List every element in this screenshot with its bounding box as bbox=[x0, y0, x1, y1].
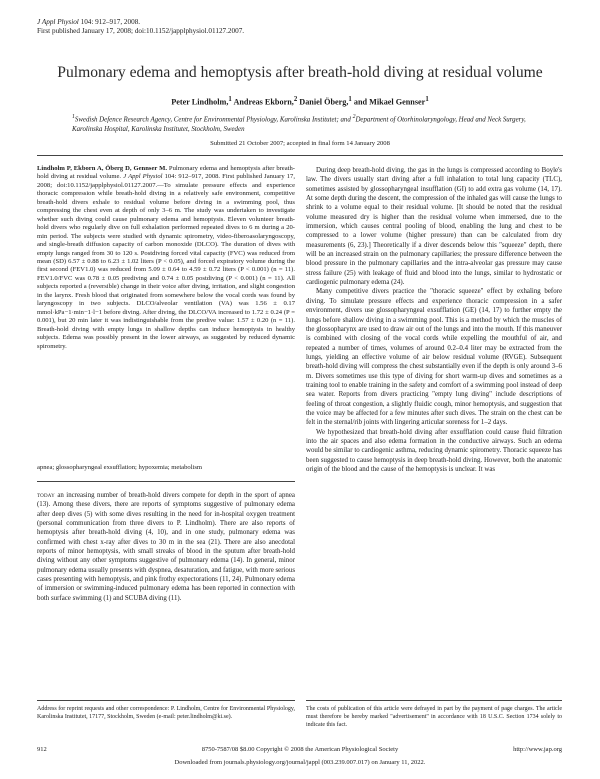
abstract bbox=[37, 165, 295, 351]
introduction-right bbox=[306, 166, 562, 474]
author-name: Peter Lindholm, bbox=[171, 97, 229, 107]
footnote-divider-left bbox=[37, 700, 295, 701]
header-divider bbox=[37, 155, 563, 156]
abstract-authors: Lindholm P, Ekborn A, Öberg D, Gennser M. bbox=[37, 165, 167, 172]
keywords-divider bbox=[37, 481, 295, 482]
intro-lead: today bbox=[37, 492, 55, 499]
article-title: Pulmonary edema and hemoptysis after breath-hold diving at residual volume bbox=[57, 64, 543, 81]
affiliation-2: Department of Otorhinolaryngology, Head and Neck Surgery, Karolinska Hospital, Karolinska Institutet, Stockholm, Sweden bbox=[72, 116, 526, 134]
author-name: Andreas Ekborn, bbox=[233, 97, 294, 107]
journal-citation bbox=[37, 18, 140, 27]
copyright: 8750-7587/08 $8.00 Copyright © 2008 the American Physiological Society bbox=[201, 746, 399, 753]
keywords: apnea; glossopharyngeal exsufflation; hypoxemia; metabolism bbox=[37, 464, 203, 471]
introduction-left bbox=[37, 491, 295, 603]
intro-text: an increasing number of breath-hold divers compete for depth in the sport of apnea (13). Among these divers, there are reports of symptoms suggestive of pulmonary edema after deep dives (5) with some dives resulting in the need for in-hospital oxygen treatment (personal communication from three divers to P. Lindholm). There are also reports of hemoptysis after breath-hold diving (4, 10), and in one study, pulmonary edema was confirmed with chest x-ray after dives to 30 m in the sea (21). There are also anecdotal reports of minor hemoptysis, with small streaks of blood in the sputum after breath-hold diving without any other symptoms suggestive of pulmonary edema (14). In general, minor pulmonary edema usually presents with dyspnea, desaturation, and fatigue, with more serious cases presenting with hemoptysis, and pink frothy expectorations (11, 24). Pulmonary edema of immersion or swimming-induced pulmonary edema has been reported in connection with both surface swimming (1) and SCUBA diving (11). bbox=[37, 492, 295, 602]
abstract-body: 104: 912–917, 2008. First published January 17, 2008; doi:10.1152/japplphysiol.01127.2007.—To simulate pressure effects and experience thoracic compression while breath-hold diving in a relatively safe environment, competitive breath-hold divers exhale to residual volume before diving in a swimming pool, thus compressing the chest even at depth of only 3–6 m. The study was undertaken to investigate whether such diving could cause pulmonary edema and hemoptysis. Eleven volunteer breath-hold divers who regularly dive on full exhalation performed repeated dives to 6 m during a 20-min period. The subjects were studied with dynamic spirometry, video-fiberoasolaryngoscopy, and single-breath diffusion capacity of carbon monoxide (DLCO). The duration of dives with empty lungs ranged from 30 to 120 s. Postdiving forced vital capacity (FVC) was reduced from mean (SD) 6.57 ± 0.88 to 6.23 ± 1.02 liters (P < 0.05), and forced expiratory volume during the first second (FEV1.0) was reduced from 5.09 ± 0.64 to 4.59 ± 0.72 liters (P < 0.001) (n = 11). FEV1.0/FVC was 0.78 ± 0.05 prediving and 0.74 ± 0.05 postdiving (P < 0.001) (n = 11). All subjects reported a (reversible) change in their voice after diving, irritation, and slight congestion in the larynx. Fresh blood that originated from somewhere below the vocal cords was found by laryngoscopy in two subjects. DLCO/alveolar ventilation (VA) was 1.56 ± 0.17 mmol·kPa−1·min−1·l−1 before diving. After diving, the DLCO/VA increased to 1.72 ± 0.24 (P = 0.001), but 20 min later it was indistinguishable from the predive value: 1.57 ± 0.20 (n = 11). Breath-hold diving with empty lungs in shallow depths can induce hemoptysis in healthy subjects. Edema was possibly present in the lower airways, as suggested by reduced dynamic spirometry. bbox=[37, 173, 295, 350]
author-list: Peter Lindholm,$^1$ Andreas Ekborn,$^2$ Daniel Öberg,$^1$ and Mikael Gennser$^1$ bbox=[171, 96, 429, 107]
correspondence-footnote: Address for reprint requests and other correspondence: P. Lindholm, Centre for Environmental Physiology, Karolinska Institutet, 17177, Stockholm, Sweden (e-mail: peter.lindholm@ki.se). bbox=[37, 706, 295, 721]
journal-name: J Appl Physiol bbox=[37, 18, 79, 26]
submission-dates: Submitted 21 October 2007; accepted in final form 14 January 2008 bbox=[210, 140, 390, 147]
download-notice: Downloaded from journals.physiology.org/journal/jappl (003.239.007.017) on January 11, 2022. bbox=[174, 759, 426, 766]
abstract-journal: J Appl Physiol bbox=[123, 173, 163, 181]
footnote-divider-right bbox=[306, 700, 562, 701]
author-name: Daniel Öberg, bbox=[299, 97, 349, 107]
journal-volume: 104: 912–917, 2008. bbox=[80, 18, 141, 26]
paragraph: Many competitive divers practice the "thoracic squeeze" effect by exhaling before diving. To simulate pressure effects and experience thoracic compression in a safer environment, divers use glossopharyngeal exsufflation (GE) (14, 17) to further empty the lungs before shallow diving in a swimming pool. This is a method by which the muscles of the glossopharynx are used to draw air out of the lungs and into the mouth. If this maneuver is combined with closing of the vocal cords while expelling the mouthful of air, and repeated a number of times, volumes of around 0.2–0.4 liter may be extracted from the lungs, yielding an effective volume of air below residual volume (RVGE). Subsequent breath-hold diving will compress the chest substantially even if the depth is only around 3–6 m. Divers sometimes use this type of diving for short warm-up dives and sometimes as a training tool to enable training in the safety and comfort of a swimming pool instead of deep sea water. Reports from divers practicing "empty lung diving" include descriptions of feeling of throat congestion, a slightly fluidic cough, minor hemoptysis, and suggestion that the voice may be affected for a few minutes after such dives. The strain on the chest can be felt in the sternal/rib joints with lingering articular soreness for 1–2 days. bbox=[306, 288, 562, 427]
published-line: First published January 17, 2008; doi:10.1152/japplphysiol.01127.2007. bbox=[37, 27, 245, 35]
paragraph: We hypothesized that breath-hold diving after exsufflation could cause fluid filtration into the air spaces and also edema formation in the conductive airways. Such an edema would be similar to cardiogenic asthma, reducing dynamic spirometry. Thoracic squeeze has been suggested to cause hemoptysis in deep breath-hold diving. However, both the anatomic origin of the blood and the cause of the hemoptysis is unclear. It was bbox=[306, 428, 562, 473]
affiliations: $^1$Swedish Defence Research Agency, Centre for Environmental Physiology, Karolinska Institutet; and $^2$Department of Otorhinolaryngology, Head and Neck Surgery, Karolinska Hospital, Karolinska Institutet, Stockholm, Sweden bbox=[72, 114, 526, 134]
page-charges-footnote: The costs of publication of this article were defrayed in part by the payment of page charges. The article must therefore be hereby marked "advertisement" in accordance with 18 U.S.C. Section 1734 solely to indicate this fact. bbox=[306, 706, 562, 729]
abstract-citation-title: Pulmonary edema and hemoptysis after breath-hold diving at residual volume. bbox=[37, 165, 295, 181]
affiliation-1: Swedish Defence Research Agency, Centre for Environmental Physiology, Karolinska Institutet; and bbox=[74, 116, 351, 124]
author-name: and Mikael Gennser bbox=[353, 97, 426, 107]
paragraph: During deep breath-hold diving, the gas in the lungs is compressed according to Boyle's law. The divers usually start diving after a full inhalation to total lung capacity (TLC), sometimes assisted by glossopharyngeal insufflation (GI) to add extra gas volume (14, 17). At some depth during the descent, the compression of the inhaled gas will cause the lungs to shrink to a volume equal to their residual volume. [It should be noted that the residual volume measured dry is higher than the residual volume when immersed, due to the immersion, which causes central pooling of blood, enabling the lung and chest to be compressed to a lower volume (higher pressure) than can be calculated from dry measurements (6, 23).] Theoretically if a diver descends below this "squeeze" depth, there will be an increased strain on the pulmonary capillaries; the pressure difference between the blood pressure in the pulmonary capillaries and the intra-alveolar gas pressure may cause stress failure (25) with leakage of fluid and blood into the lungs, similar to hydrostatic or cardiogenic pulmonary edema (24). bbox=[306, 167, 562, 287]
page-number: 912 bbox=[37, 746, 47, 753]
journal-url-link[interactable]: http://www.jap.org bbox=[513, 746, 562, 753]
